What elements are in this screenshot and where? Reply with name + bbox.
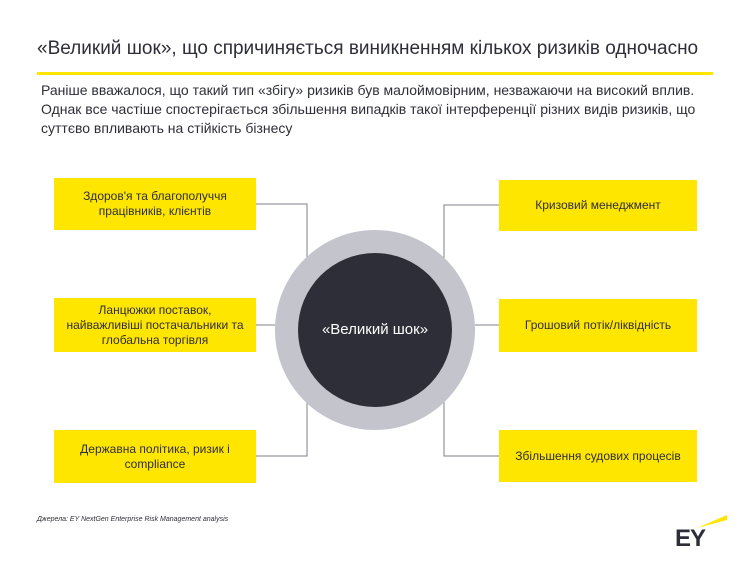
risk-box-label: Ланцюжки поставок, найважливіші постачальники та глобальна торгівля — [66, 302, 244, 347]
risk-box-label: Здоров'я та благополуччя працівників, клієнтів — [83, 189, 227, 218]
connector-left-1 — [256, 204, 307, 262]
connector-left-3 — [256, 398, 307, 456]
risk-box-litigation — [499, 430, 697, 482]
risk-box-crisis-management — [499, 180, 697, 231]
risk-box-cash-flow — [499, 299, 697, 352]
risk-box-policy — [54, 430, 256, 483]
page-title: «Великий шок», що спричиняється виникненням кількох ризиків одночасно — [37, 38, 699, 59]
risk-box-label: Кризовий менеджмент — [535, 198, 661, 212]
logo-text: EY — [675, 525, 706, 552]
risk-box-supply-chain — [54, 298, 256, 352]
center-circle — [298, 253, 452, 407]
risk-box-label: Збільшення судових процесів — [515, 448, 681, 463]
center-label: «Великий шок» — [321, 321, 429, 338]
connector-right-1 — [444, 205, 499, 262]
intro-text: Раніше вважалося, що такий тип «збігу» ризиків був малоймовірним, незважаючи на високий вплив. Однак все частіше спостерігається збільшення випадків такої інтерференції різних видів ризиків, що суттєво впливають на стійкість бізнесу — [41, 82, 696, 136]
risk-box-health — [54, 178, 256, 230]
source-note: Джерела: EY NextGen Enterprise Risk Management analysis — [37, 516, 229, 523]
connector-right-3 — [444, 398, 499, 456]
risk-box-label: Державна політика, ризик і compliance — [80, 441, 230, 471]
risk-box-label: Грошовий потік/ліквідність — [524, 318, 672, 332]
ey-logo — [675, 515, 727, 557]
